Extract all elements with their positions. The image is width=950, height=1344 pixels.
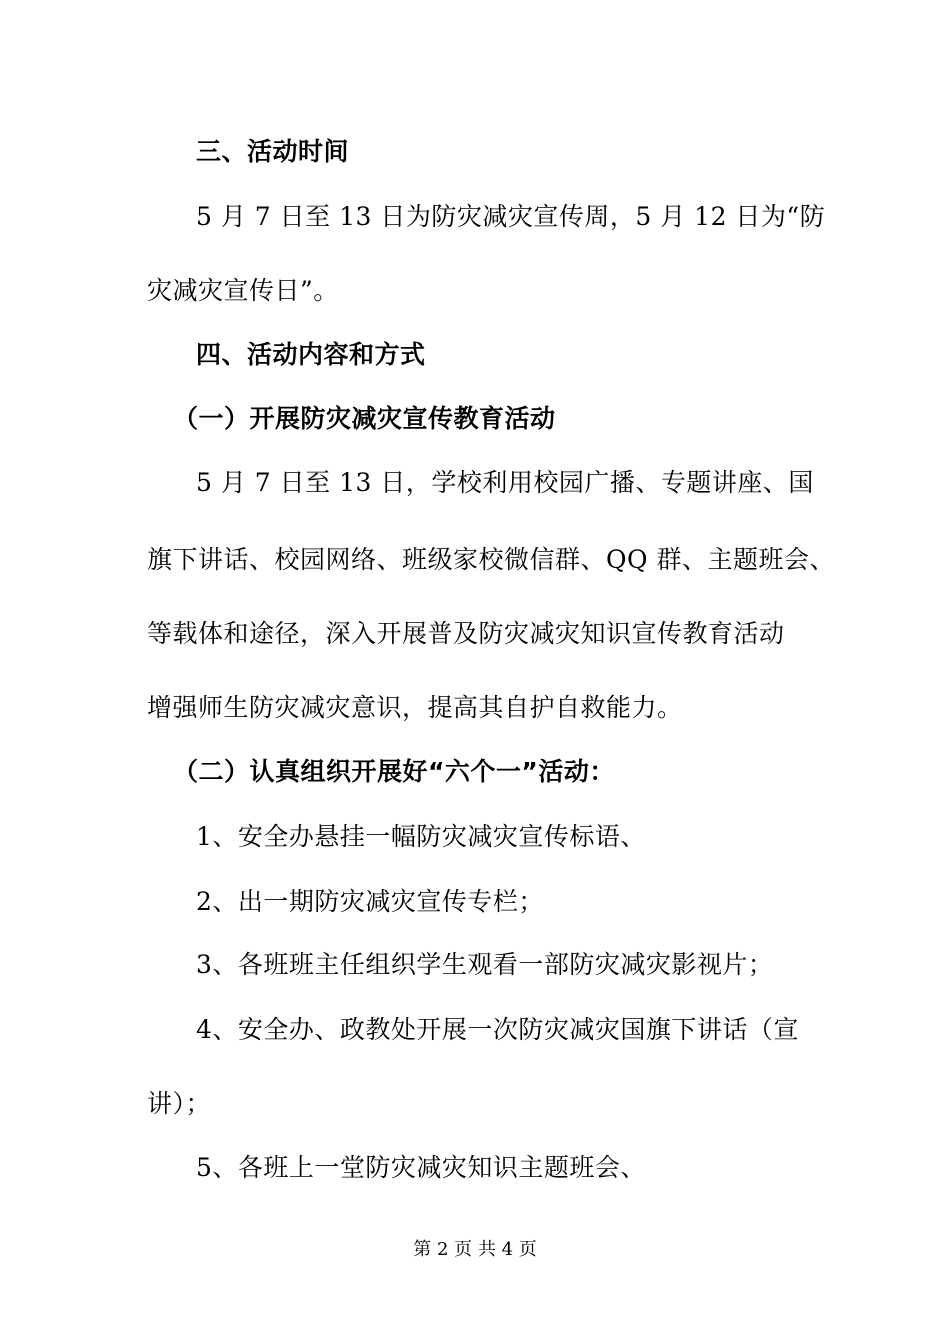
list-item-4-line-2: 讲）； <box>147 1089 212 1118</box>
list-item-1: 1、安全办悬挂一幅防灾减灾宣传标语、 <box>196 822 646 851</box>
subheading-six-ones: （二）认真组织开展好“六个一”活动： <box>173 757 615 786</box>
page-footer: 第 2 页 共 4 页 <box>413 1239 537 1260</box>
subheading-publicity-education: （一）开展防灾减灾宣传教育活动 <box>173 404 556 433</box>
section-heading-activity-time: 三、活动时间 <box>196 137 350 166</box>
time-paragraph-line-2: 灾减灾宣传日”。 <box>147 276 339 305</box>
content-paragraph-line-4: 增强师生防灾减灾意识，提高其自护自救能力。 <box>147 693 683 722</box>
time-paragraph-line-1: 5 月 7 日至 13 日为防灾减灾宣传周，5 月 12 日为“防 <box>196 202 826 231</box>
list-item-2: 2、出一期防灾减灾宣传专栏； <box>196 887 544 916</box>
content-paragraph-line-3: 等载体和途径，深入开展普及防灾减灾知识宣传教育活动 <box>147 619 785 648</box>
list-item-3: 3、各班班主任组织学生观看一部防灾减灾影视片； <box>196 950 774 979</box>
content-paragraph-line-1: 5 月 7 日至 13 日，学校利用校园广播、专题讲座、国 <box>196 468 814 497</box>
list-item-4-line-1: 4、安全办、政教处开展一次防灾减灾国旗下讲话（宣 <box>196 1015 799 1044</box>
content-paragraph-line-2: 旗下讲话、校园网络、班级家校微信群、QQ 群、主题班会、 <box>147 545 835 574</box>
list-item-5: 5、各班上一堂防灾减灾知识主题班会、 <box>196 1153 646 1182</box>
section-heading-activity-content: 四、活动内容和方式 <box>196 340 426 369</box>
